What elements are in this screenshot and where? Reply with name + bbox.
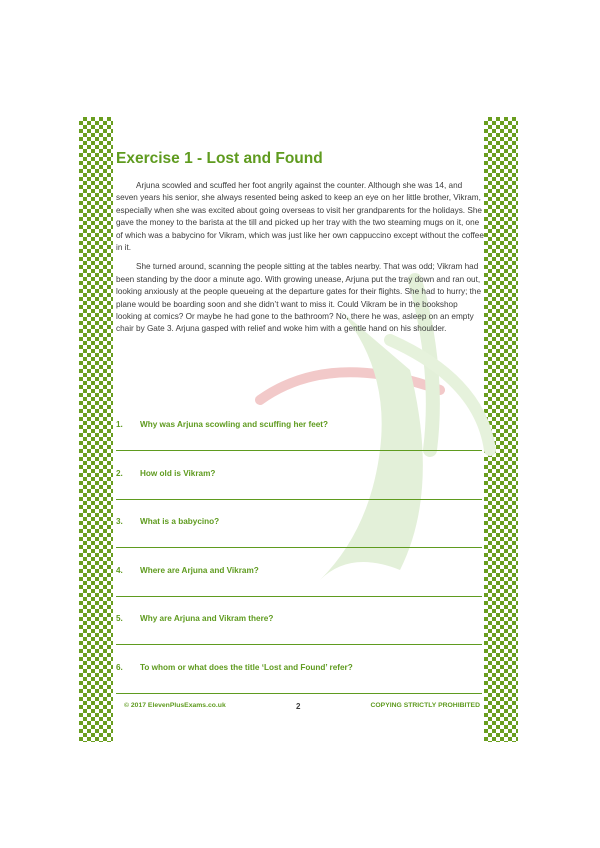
question-text: Where are Arjuna and Vikram?: [140, 565, 259, 575]
answer-line[interactable]: [116, 693, 482, 694]
question-number: 3.: [116, 517, 123, 526]
question-text: Why was Arjuna scowling and scuffing her feet?: [140, 420, 329, 429]
question-text: How old is Vikram?: [140, 468, 216, 478]
question-text: To whom or what does the title ‘Lost and Found’ refer?: [140, 662, 353, 672]
answer-line[interactable]: [116, 547, 482, 548]
question-3: [116, 515, 482, 564]
question-number: 4.: [116, 565, 123, 575]
question-4: [116, 564, 482, 613]
paragraph-1: Arjuna scowled and scuffed her foot angrily against the counter. Although she was 14, and seven years his senior, she always resented being asked to keep an eye on her little brother, Vikram, especially when she was excited about going overseas to visit her grandparents for the holidays. She gave the money to the barista at the till and picked up her tray with the two steaming mugs on it, one of which was a babycino for Vikram, which was just like her own cappuccino except without the coffee in it.: [116, 181, 484, 253]
paragraph-2: She turned around, scanning the people sitting at the tables nearby. That was odd; Vikram had been standing by the door a minute ago. With growing unease, Arjuna put the tray down and ran out, looking anxiously at the people queueing at the departure gates for their flights. She had to hurry; the plane would be boarding soon and she didn’t want to miss it. Could Vikram be in the bookshop looking at comics? Or maybe he had gone to the bathroom? No, there he was, asleep on an empty chair by Gate 3. Arjuna gasped with relief and woke him with a gentle hand on his shoulder.: [116, 262, 482, 334]
page-title: Exercise 1 - Lost and Found: [116, 150, 323, 167]
question-number: 1.: [116, 420, 123, 429]
question-number: 2.: [116, 468, 123, 478]
checkered-border-left: [79, 117, 113, 742]
question-text: Why are Arjuna and Vikram there?: [140, 614, 274, 623]
question-number: 6.: [116, 662, 123, 672]
question-text: What is a babycino?: [140, 517, 220, 526]
passage: [116, 150, 484, 343]
answer-line[interactable]: [116, 596, 482, 597]
question-2: [116, 467, 482, 516]
copying-notice: COPYING STRICTLY PROHIBITED: [370, 702, 480, 709]
answer-line[interactable]: [116, 450, 482, 451]
answer-line[interactable]: [116, 644, 482, 645]
question-1: [116, 418, 482, 467]
question-list: [116, 418, 482, 709]
question-number: 5.: [116, 614, 123, 623]
copyright-notice: © 2017 ElevenPlusExams.co.uk: [124, 702, 226, 709]
page-number: 2: [296, 702, 301, 711]
answer-line[interactable]: [116, 499, 482, 500]
question-5: [116, 612, 482, 661]
